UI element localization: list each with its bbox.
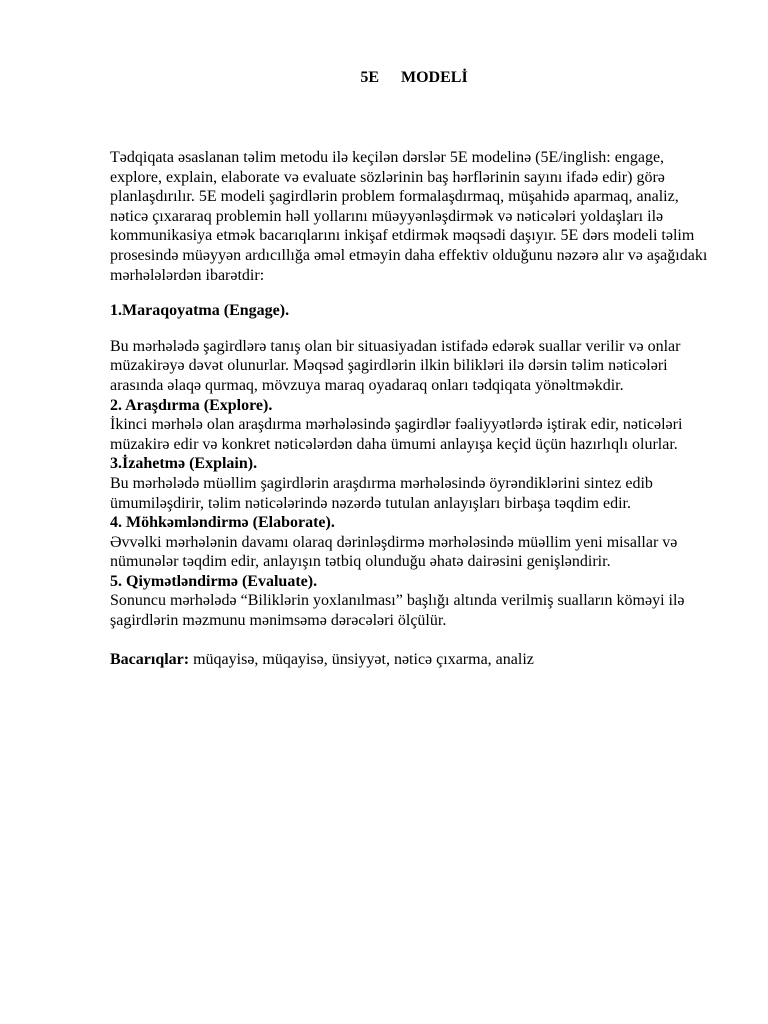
title-right: MODELİ <box>401 69 468 86</box>
document-body <box>110 148 715 669</box>
stage-3-text: Bu mərhələdə müəllim şagirdlərin araşdırma mərhələsində öyrəndiklərini sintez edib ümumiləşdirir, təlim nəticələrində nəzərdə tutulan anlayışları birbaşa təqdim edir. <box>110 474 653 512</box>
stage-1-heading: 1.Maraqoyatma (Engage). <box>110 302 290 320</box>
skills-text: müqayisə, müqayisə, ünsiyyət, nəticə çıxarma, analiz <box>189 650 534 668</box>
stage-3-heading: 3.İzahetmə (Explain). <box>110 455 258 473</box>
stage-5-heading: 5. Qiymətləndirmə (Evaluate). <box>110 572 318 590</box>
title-left: 5E <box>360 69 379 86</box>
intro-paragraph: Tədqiqata əsaslanan təlim metodu ilə keçilən dərslər 5E modelinə (5E/inglish: engage, explore, explain, elaborate və evaluate sözlərinin baş hərflərinin sayını ifadə edir) görə planlaşdırılır. 5E modeli şagirdlərin problem formalaşdırmaq, müşahidə aparmaq, analiz, nəticə çıxararaq problemin həll yollarını müəyyənləşdirmək və nəticələri yoldaşları ilə kommunikasiya etmək bacarıqlarını inkişaf etdirmək məqsədi daşıyır. 5E dərs modeli təlim prosesində müəyyən ardıcıllığa əməl etməyin daha effektiv olduğunu nəzərə alır və aşağıdakı mərhələlərdən ibarətdir: <box>110 149 708 284</box>
stage-5-text: Sonuncu mərhələdə “Biliklərin yoxlanılması” başlığı altında verilmiş sualların köməyi ilə şagirdlərin məzmunu mənimsəmə dərəcələri ölçülür. <box>110 592 685 630</box>
document-title <box>0 68 768 88</box>
stage-4-text: Əvvəlki mərhələnin davamı olaraq dərinləşdirmə mərhələsində müəllim yeni misallar və nümunələr təqdim edir, anlayışın tətbiq olunduğu əhatə dairəsini genişləndirir. <box>110 533 678 571</box>
skills-line <box>110 650 715 670</box>
stage-4-heading: 4. Möhkəmləndirmə (Elaborate). <box>110 514 335 532</box>
stage-2-heading: 2. Araşdırma (Explore). <box>110 396 273 414</box>
skills-label: Bacarıqlar: <box>110 650 190 668</box>
stage-2-text: İkinci mərhələ olan araşdırma mərhələsində şagirdlər fəaliyyətlərdə iştirak edir, nəticələri müzakirə edir və konkret nəticələrdən daha ümumi anlayışa keçid üçün hazırlıqlı olurlar. <box>110 416 683 453</box>
stage-1-text: Bu mərhələdə şagirdlərə tanış olan bir situasiyadan istifadə edərək suallar verilir və onlar müzakirəyə dəvət olunurlar. Məqsəd şagirdlərin ilkin bilikləri ilə dərsin təlim nəticələri arasında əlaqə qurmaq, mövzuya maraq oyadaraq onları tədqiqata yönəltməkdir. <box>110 337 681 394</box>
